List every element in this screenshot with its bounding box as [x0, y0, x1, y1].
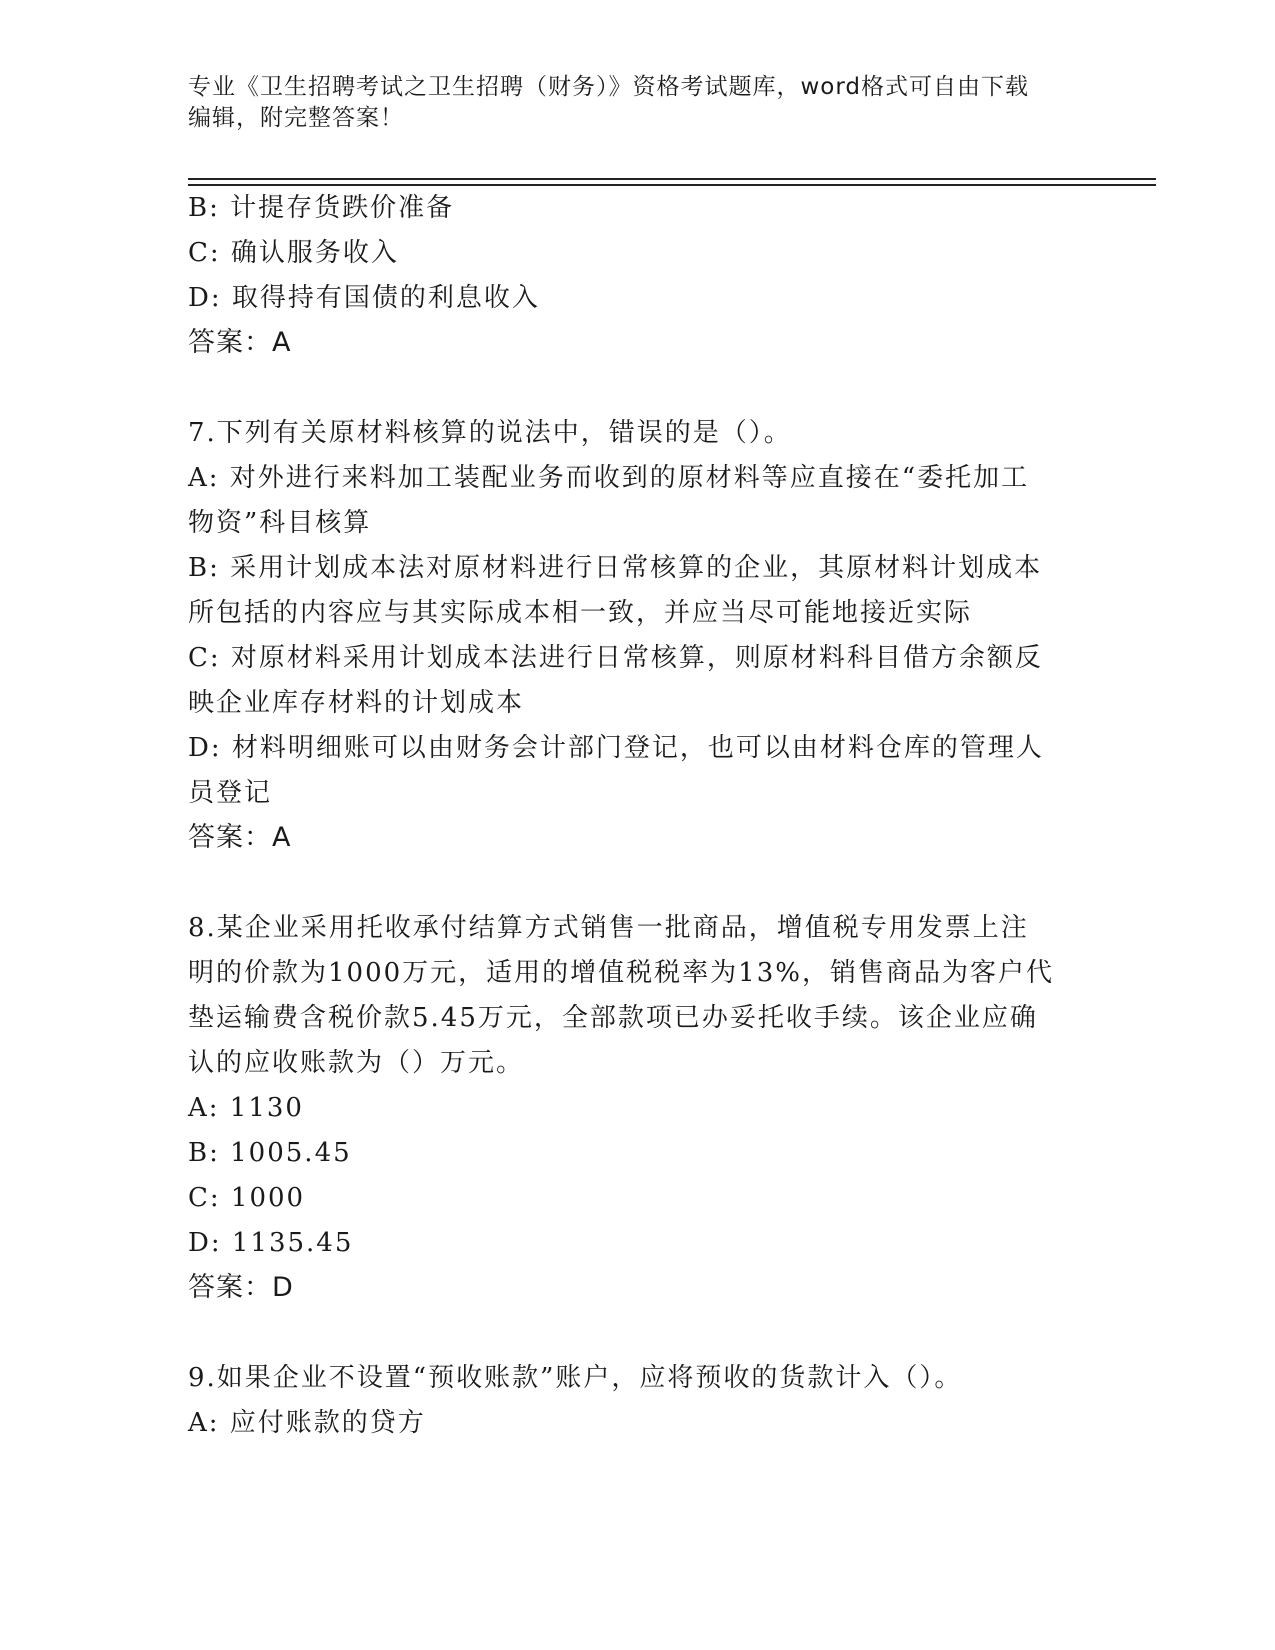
q7-stem: 7.下列有关原材料核算的说法中，错误的是（）。	[188, 418, 792, 448]
q6-option-d: D: 取得持有国债的利息收入	[188, 283, 540, 313]
q7-option-d-line-2: 员登记	[188, 778, 273, 808]
q6-option-b: B: 计提存货跌价准备	[188, 193, 455, 223]
q7-answer: 答案：A	[188, 822, 292, 853]
q8-stem-line-4: 认的应收账款为（）万元。	[188, 1048, 525, 1078]
q6-option-c: C: 确认服务收入	[188, 238, 399, 268]
q7-option-b-line-2: 所包括的内容应与其实际成本相一致，并应当尽可能地接近实际	[188, 598, 973, 628]
q9-option-a: A: 应付账款的贷方	[188, 1408, 426, 1438]
document-header	[188, 72, 1068, 134]
header-rule-bottom	[188, 184, 1156, 186]
q8-stem-line-2: 明的价款为1000万元，适用的增值税税率为13%，销售商品为客户代	[188, 958, 1054, 988]
q6-answer: 答案：A	[188, 327, 292, 358]
q7-option-c-line-2: 映企业库存材料的计划成本	[188, 688, 525, 718]
q8-option-d: D: 1135.45	[188, 1228, 354, 1258]
q8-option-b: B: 1005.45	[188, 1138, 352, 1168]
header-line-2: 编辑，附完整答案！	[188, 105, 404, 131]
q8-answer: 答案：D	[188, 1272, 294, 1303]
q7-option-a-line-1: A: 对外进行来料加工装配业务而收到的原材料等应直接在“委托加工	[188, 463, 1030, 493]
q7-option-d-line-1: D: 材料明细账可以由财务会计部门登记，也可以由材料仓库的管理人	[188, 733, 1044, 763]
q8-stem-line-3: 垫运输费含税价款5.45万元，全部款项已办妥托收手续。该企业应确	[188, 1003, 1038, 1033]
q8-option-a: A: 1130	[188, 1093, 304, 1123]
q7-option-b-line-1: B: 采用计划成本法对原材料进行日常核算的企业，其原材料计划成本	[188, 553, 1043, 583]
q7-option-a-line-2: 物资”科目核算	[188, 508, 372, 538]
header-rule-top	[188, 178, 1156, 180]
q9-stem: 9.如果企业不设置“预收账款”账户，应将预收的货款计入（）。	[188, 1363, 963, 1393]
header-line-1: 专业《卫生招聘考试之卫生招聘（财务）》资格考试题库，word格式可自由下载	[188, 74, 1030, 100]
q8-stem-line-1: 8.某企业采用托收承付结算方式销售一批商品，增值税专用发票上注	[188, 913, 1029, 943]
q8-option-c: C: 1000	[188, 1183, 306, 1213]
q7-option-c-line-1: C: 对原材料采用计划成本法进行日常核算，则原材料科目借方余额反	[188, 643, 1043, 673]
